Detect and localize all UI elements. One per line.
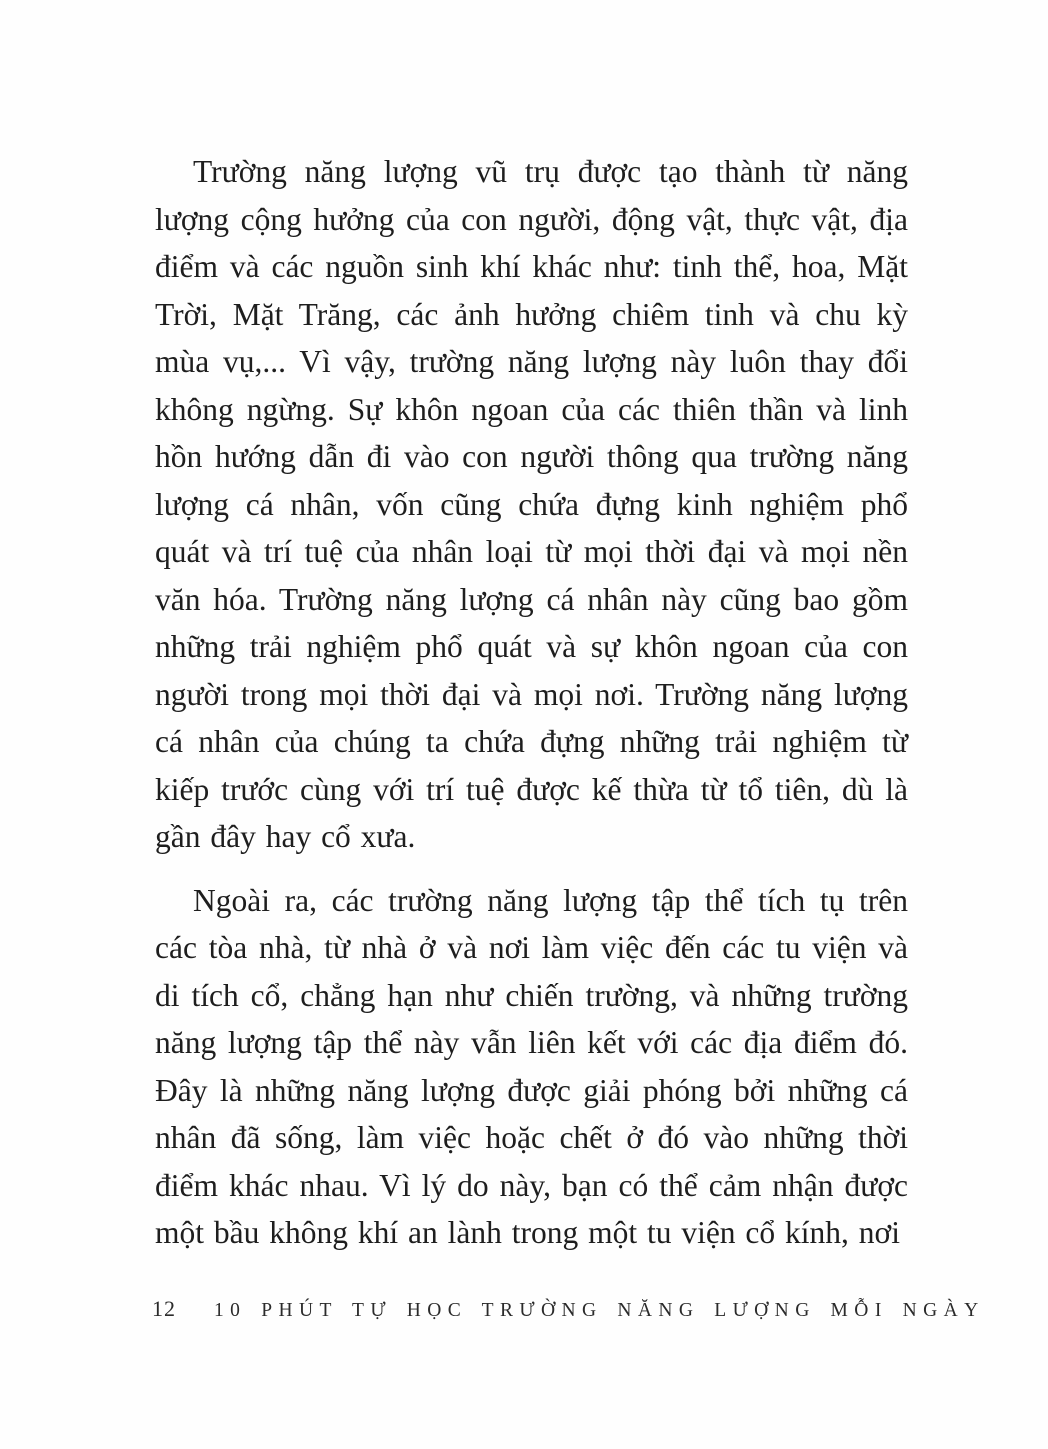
paragraph: Trường năng lượng vũ trụ được tạo thành từ năng lượng cộng hưởng của con người, động vật, thực vật, địa điểm và các nguồn sinh khí khác như: tinh thể, hoa, Mặt Trời, Mặt Trăng, các ảnh hưởng chiêm tinh và chu kỳ mùa vụ,... Vì vậy, trường năng lượng này luôn thay đổi không ngừng. Sự khôn ngoan của các thiên thần và linh hồn hướng dẫn đi vào con người thông qua trường năng lượng cá nhân, vốn cũng chứa đựng kinh nghiệm phổ quát và trí tuệ của nhân loại từ mọi thời đại và mọi nền văn hóa. Trường năng lượng cá nhân này cũng bao gồm những trải nghiệm phổ quát và sự khôn ngoan của con người trong mọi thời đại và mọi nơi. Trường năng lượng cá nhân của chúng ta chứa đựng những trải nghiệm từ kiếp trước cùng với trí tuệ được kế thừa từ tổ tiên, dù là gần đây hay cổ xưa. <box>155 154 908 854</box>
page-footer <box>152 1296 985 1322</box>
page-number: 12 <box>152 1296 176 1321</box>
paragraph: Ngoài ra, các trường năng lượng tập thể tích tụ trên các tòa nhà, từ nhà ở và nơi làm việc đến các tu viện và di tích cổ, chẳng hạn như chiến trường, và những trường năng lượng tập thể này vẫn liên kết với các địa điểm đó. Đây là những năng lượng được giải phóng bởi những cá nhân đã sống, làm việc hoặc chết ở đó vào những thời điểm khác nhau. Vì lý do này, bạn có thể cảm nhận được một bầu không khí an lành trong một tu viện cổ kính, nơi <box>155 882 908 1250</box>
running-title: 10 PHÚT TỰ HỌC TRƯỜNG NĂNG LƯỢNG MỖI NGÀY <box>214 1300 985 1321</box>
body-text <box>155 148 908 1273</box>
